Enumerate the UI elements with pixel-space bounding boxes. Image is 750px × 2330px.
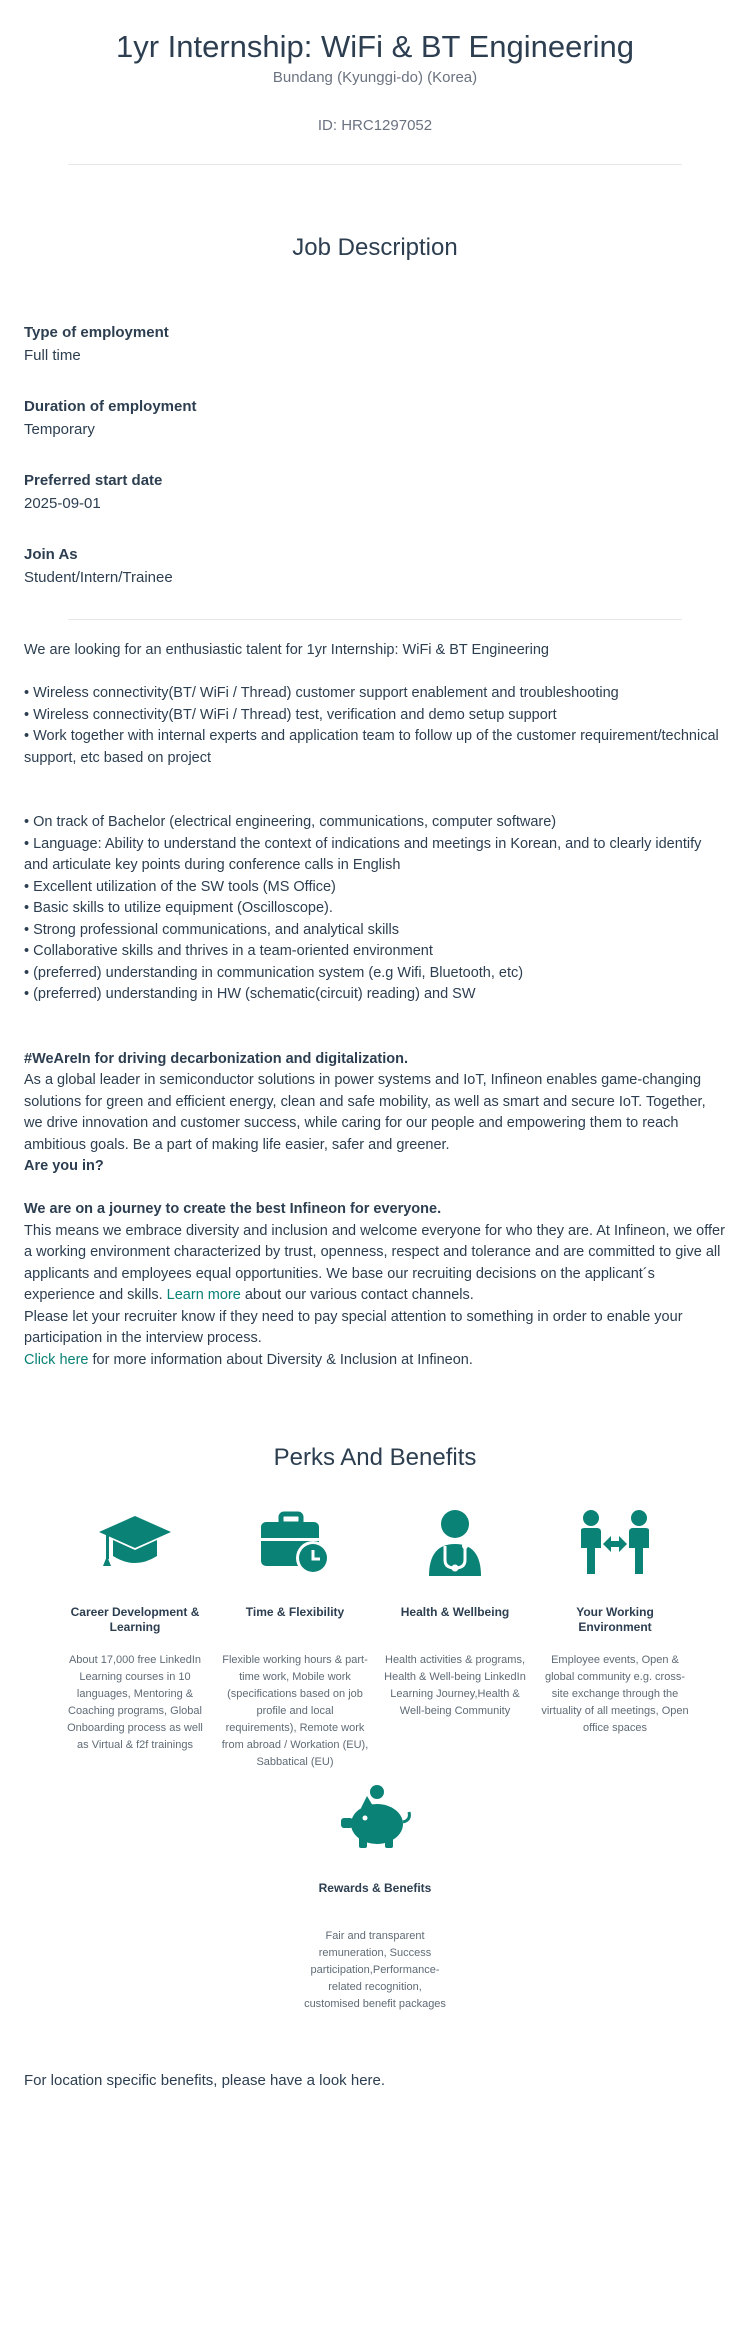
perk-working-environment <box>535 1503 695 1771</box>
fact-value: Full time <box>24 347 81 364</box>
perk-desc: About 17,000 free LinkedIn Learning courses in 10 languages, Mentoring & Coaching programs, Global Onboarding process as well as Virtual & f2f trainings <box>67 1654 203 1751</box>
job-description-body <box>24 640 726 1371</box>
description-divider <box>68 619 682 620</box>
perk-health-wellbeing <box>375 1503 535 1771</box>
location-benefits-note[interactable]: For location specific benefits, please have a look here. <box>24 2072 386 2089</box>
job-header <box>24 0 726 136</box>
perk-name: Career Development & Learning <box>70 1605 200 1634</box>
fact-value: Temporary <box>24 421 95 438</box>
perk-rewards-benefits <box>295 1779 455 2013</box>
doctor-icon <box>375 1503 535 1583</box>
requirement-item: • Excellent utilization of the SW tools (MS Office) <box>24 878 336 895</box>
learn-more-suffix: about our various contact channels. <box>240 1287 474 1303</box>
job-id: ID: HRC1297052 <box>317 117 433 134</box>
journey-paragraph <box>24 1221 726 1307</box>
recruiter-text: Please let your recruiter know if they need to pay special attention to something in order to enable your participation in the interview process. <box>24 1308 683 1346</box>
job-facts <box>24 323 726 588</box>
perk-name: Time & Flexibility <box>245 1605 345 1619</box>
fact-label: Type of employment <box>24 324 169 341</box>
fact-label: Preferred start date <box>24 472 163 489</box>
perk-desc: Fair and transparent remuneration, Success participation,Performance-related recognition, customised benefit packages <box>304 1930 446 2010</box>
task-item: • Work together with internal experts and application team to follow up of the customer requirement/technical support, etc based on project <box>24 728 719 766</box>
requirement-item: • (preferred) understanding in HW (schematic(circuit) reading) and SW <box>24 986 476 1002</box>
people-exchange-icon <box>535 1503 695 1583</box>
job-title: 1yr Internship: WiFi & BT Engineering <box>115 29 635 64</box>
are-you-in: Are you in? <box>24 1158 104 1174</box>
requirement-item: • Basic skills to utilize equipment (Oscilloscope). <box>24 900 333 916</box>
fact-label: Duration of employment <box>24 398 197 415</box>
wearein-text: As a global leader in semiconductor solutions in power systems and IoT, Infineon enables game-changing solutions for green and efficient energy, clean and safe mobility, as well as smart and secure IoT. Together, we drive innovation and customer success, while caring for our people and empowering them to reach ambitious goals. Be a part of making life easier, safer and greener. <box>24 1072 706 1153</box>
perk-name: Your Working Environment <box>576 1605 654 1634</box>
click-here-suffix: for more information about Diversity & Inclusion at Infineon. <box>88 1351 473 1368</box>
fact-employment-type <box>24 323 726 366</box>
job-description-title: Job Description <box>292 234 458 261</box>
perks-title: Perks And Benefits <box>273 1444 477 1471</box>
job-location: Bundang (Kyunggi-do) (Korea) <box>272 69 478 86</box>
perk-time-flexibility <box>215 1503 375 1771</box>
click-here-link[interactable]: Click here <box>24 1351 89 1368</box>
wearein-heading: #WeAreIn for driving decarbonization and digitalization. <box>24 1050 409 1067</box>
journey-heading: We are on a journey to create the best Infineon for everyone. <box>24 1201 442 1217</box>
task-item: • Wireless connectivity(BT/ WiFi / Thread) test, verification and demo setup support <box>24 706 557 723</box>
perk-name: Health & Wellbeing <box>400 1605 510 1619</box>
intro-text: We are looking for an enthusiastic talent for 1yr Internship: WiFi & BT Engineering <box>24 642 549 658</box>
perks-grid <box>24 1503 726 2021</box>
fact-value: 2025-09-01 <box>24 495 101 512</box>
requirement-item: • Collaborative skills and thrives in a team-oriented environment <box>24 943 433 959</box>
perk-desc: Flexible working hours & part-time work, Mobile work (specifications based on job profile and local requirements), Remote work from abroad / Workation (EU), Sabbatical (EU) <box>221 1654 369 1768</box>
learn-more-link[interactable]: Learn more <box>166 1287 241 1303</box>
piggy-bank-icon <box>295 1779 455 1859</box>
requirement-item: • On track of Bachelor (electrical engineering, communications, computer software) <box>24 814 557 830</box>
requirement-item: • Strong professional communications, and analytical skills <box>24 921 400 938</box>
requirement-item: • (preferred) understanding in communication system (e.g Wifi, Bluetooth, etc) <box>24 964 524 981</box>
diversity-paragraph <box>24 1350 726 1372</box>
fact-duration <box>24 397 726 440</box>
task-item: • Wireless connectivity(BT/ WiFi / Thread) customer support enablement and troubleshooting <box>24 685 619 701</box>
graduation-cap-icon <box>55 1503 215 1583</box>
perk-desc: Employee events, Open & global community e.g. cross-site exchange through the virtuality of all meetings, Open office spaces <box>541 1654 689 1734</box>
fact-start-date <box>24 471 726 514</box>
perk-career-development <box>55 1503 215 1771</box>
journey-text: This means we embrace diversity and inclusion and welcome everyone for who they are. At Infineon, we offer a working environment characterized by trust, openness, respect and tolerance and are committed to give all applicants and employees equal opportunities. We base our recruiting decisions on the applicant´s experience and skills. <box>24 1222 725 1303</box>
perk-desc: Health activities & programs, Health & Well-being LinkedIn Learning Journey,Health & Well-being Community <box>384 1654 526 1717</box>
fact-label: Join As <box>24 546 78 563</box>
fact-join-as <box>24 545 726 588</box>
briefcase-clock-icon <box>215 1503 375 1583</box>
requirement-item: • Language: Ability to understand the context of indications and meetings in Korean, and to clearly identify and articulate key points during conference calls in English <box>24 835 702 873</box>
header-divider <box>68 164 682 165</box>
fact-value: Student/Intern/Trainee <box>24 569 173 586</box>
perk-name: Rewards & Benefits <box>318 1881 432 1895</box>
